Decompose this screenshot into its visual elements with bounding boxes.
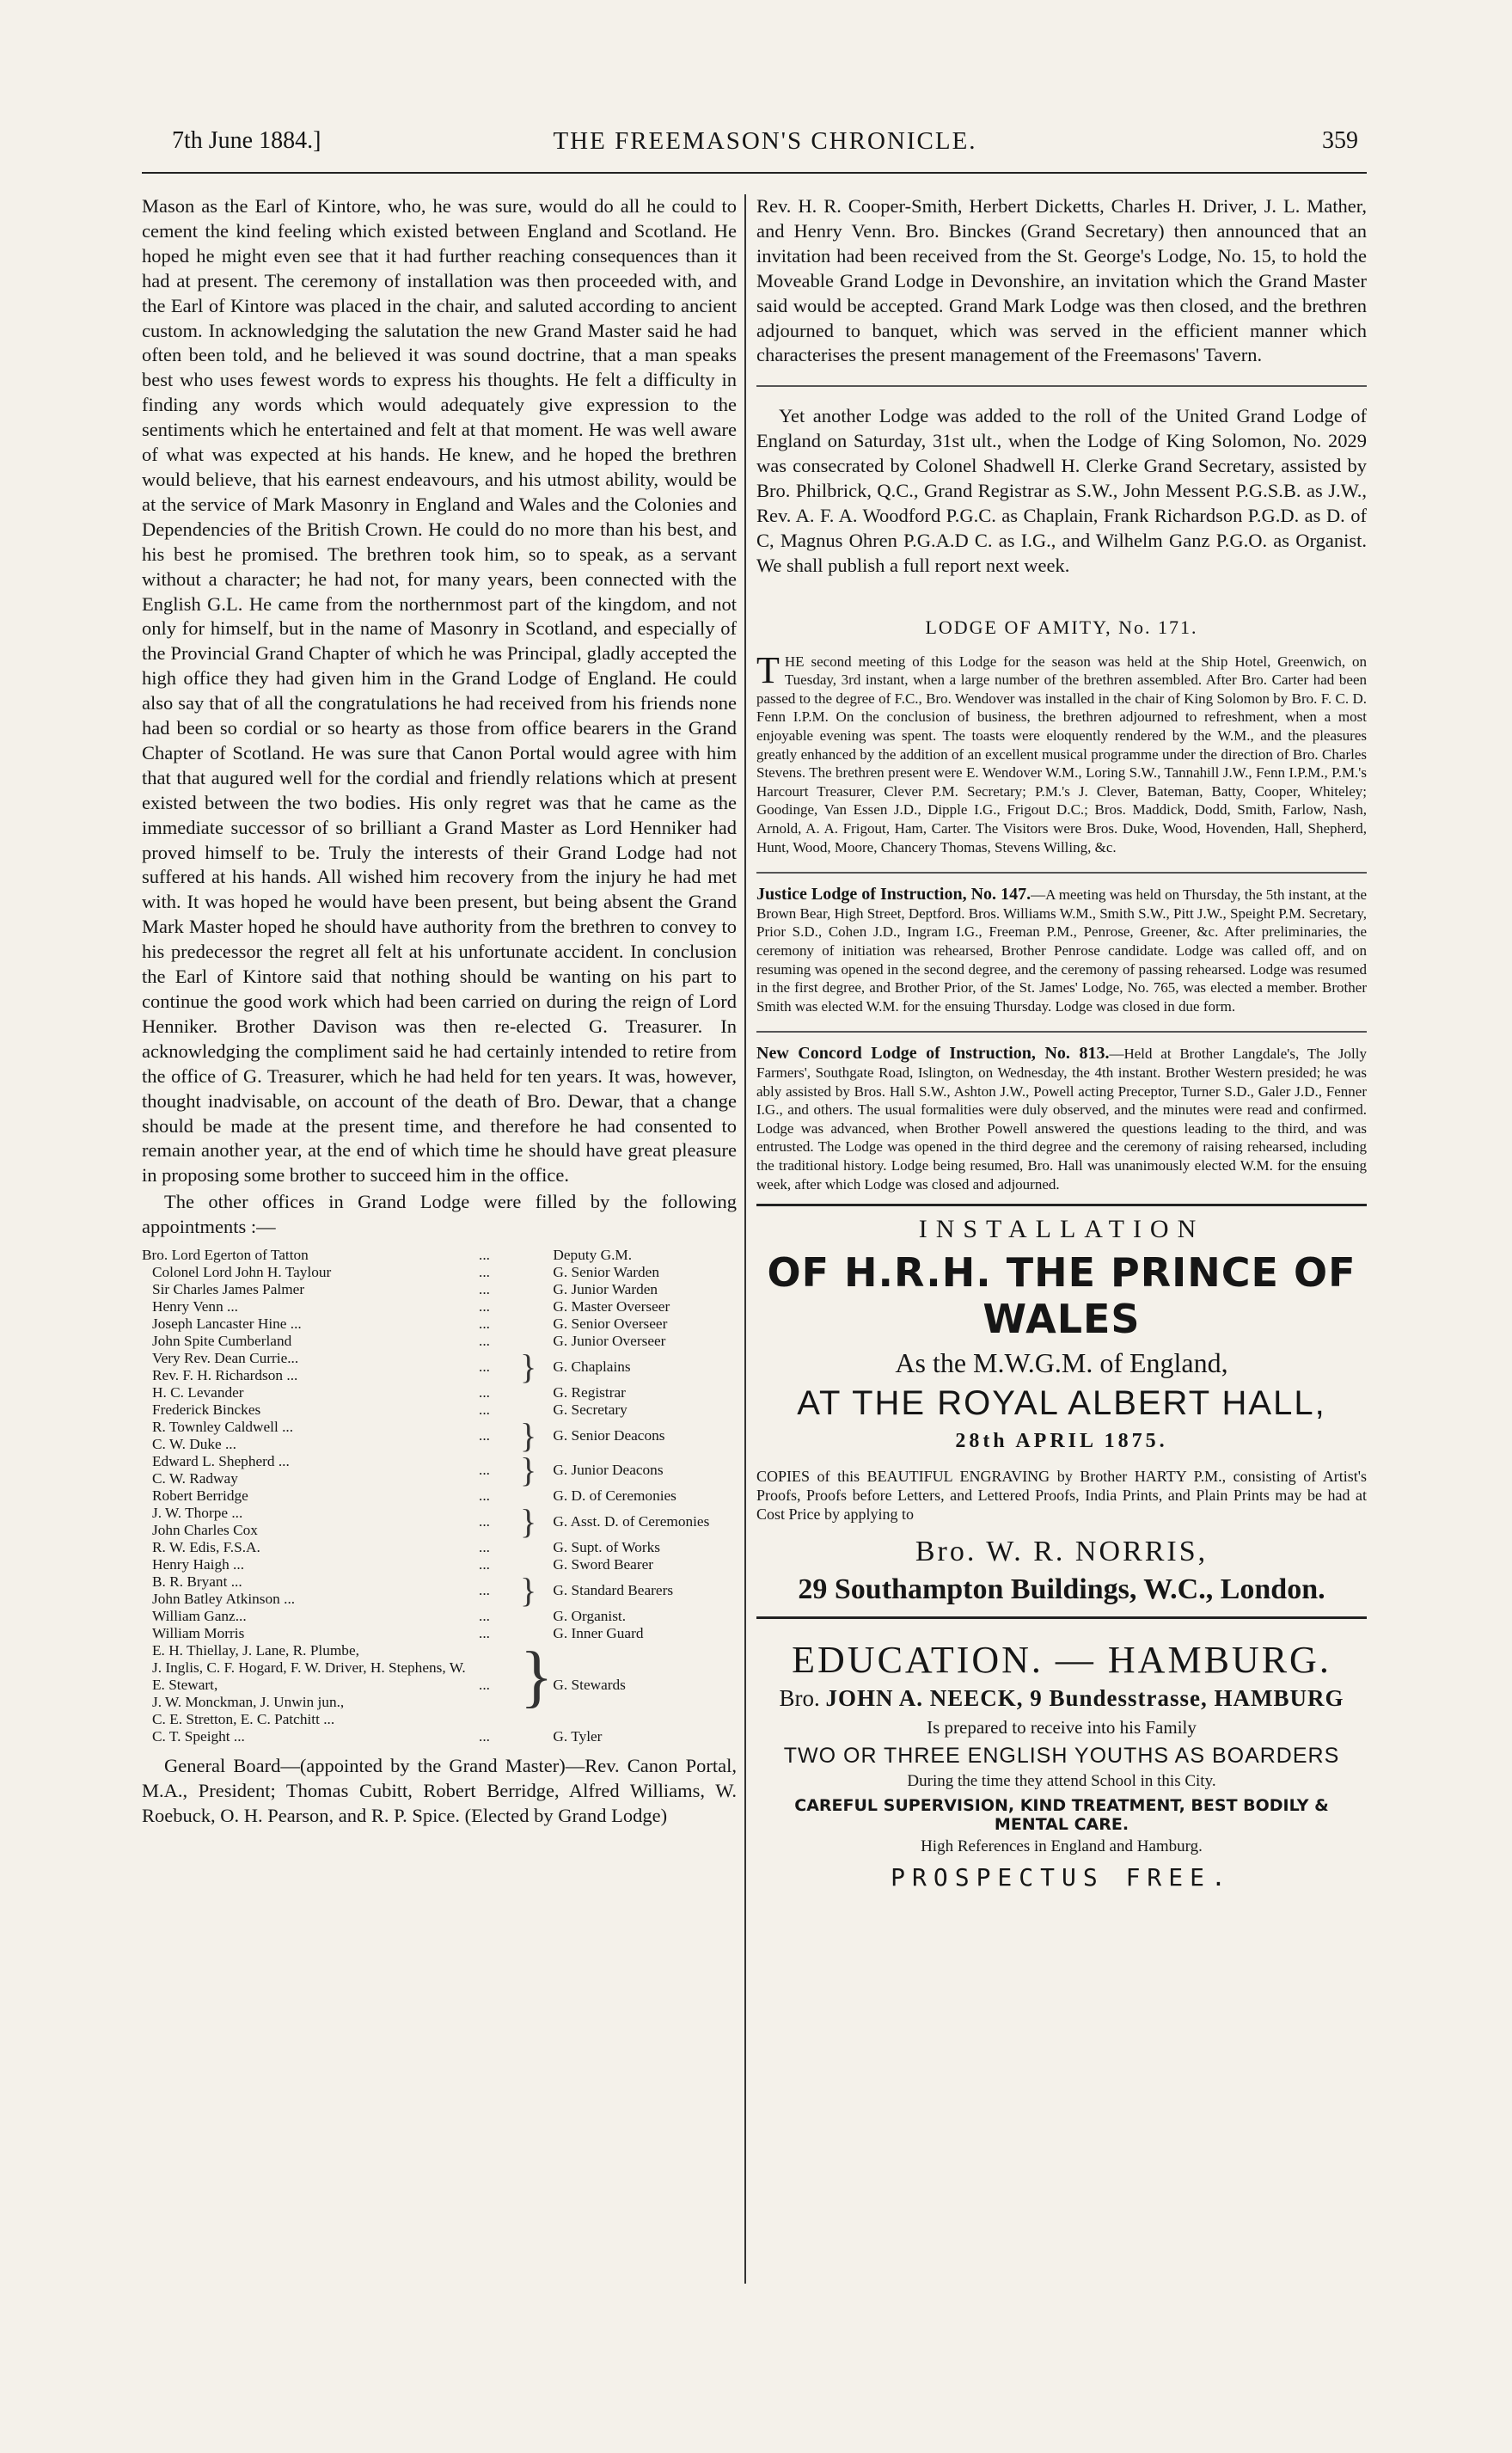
appointee-name: Colonel Lord John H. Taylour — [152, 1264, 332, 1281]
office-title: G. Tyler — [553, 1728, 603, 1745]
office-title: G. Junior Deacons — [553, 1462, 664, 1479]
group-brace: } — [520, 1416, 537, 1456]
new-concord-heading: New Concord Lodge of Instruction, No. 813. — [756, 1044, 1110, 1064]
appointee-name: Robert Berridge — [152, 1487, 248, 1505]
appointee-name: Joseph Lancaster Hine ... — [152, 1315, 302, 1333]
ad-during: During the time they attend School in this City. — [907, 1772, 1216, 1791]
appointee-names — [142, 1728, 479, 1745]
appointee-names — [142, 1625, 479, 1642]
appointment-row — [142, 1642, 737, 1728]
leader-dots: ... — [479, 1247, 490, 1264]
appointment-row — [142, 1350, 737, 1384]
appointment-row — [142, 1264, 737, 1281]
appointee-name: Henry Venn ... — [152, 1298, 238, 1315]
appointee-names — [142, 1539, 479, 1556]
appointee-names — [142, 1419, 479, 1453]
group-brace — [520, 1608, 553, 1625]
ad-mwgm: As the M.W.G.M. of England, — [895, 1347, 1228, 1379]
appointee-names — [142, 1350, 479, 1384]
separator — [756, 1204, 1367, 1206]
appointee-name: William Morris — [152, 1625, 245, 1642]
appointment-row — [142, 1539, 737, 1556]
amity-title: LODGE OF AMITY, No. 171. — [925, 616, 1198, 638]
appointee-name: R. W. Edis, F.S.A. — [152, 1539, 260, 1556]
drop-cap: T — [756, 648, 780, 691]
office-title: G. Master Overseer — [553, 1298, 670, 1315]
appointee-names — [142, 1642, 479, 1728]
group-brace — [520, 1247, 553, 1264]
ad-installation-heading: INSTALLATION — [918, 1215, 1205, 1244]
masthead-title: THE FREEMASON'S CHRONICLE. — [553, 127, 977, 155]
leader-dots: ... — [479, 1677, 490, 1694]
group-brace — [520, 1298, 553, 1315]
office-title: G. Junior Overseer — [553, 1333, 666, 1350]
appointee-names — [142, 1264, 479, 1281]
office-title: G. Senior Warden — [553, 1264, 659, 1281]
appointment-row — [142, 1298, 737, 1315]
appointment-row — [142, 1728, 737, 1745]
group-brace: } — [520, 1571, 537, 1610]
leader-dots: ... — [479, 1728, 490, 1745]
ad-youths: TWO OR THREE ENGLISH YOUTHS AS BOARDERS — [783, 1744, 1340, 1769]
group-brace — [520, 1264, 553, 1281]
ad-date: 28th APRIL 1875. — [955, 1430, 1168, 1453]
ad-royal-albert-hall: AT THE ROYAL ALBERT HALL, — [797, 1384, 1326, 1423]
ad-prospectus: PROSPECTUS FREE. — [891, 1863, 1233, 1892]
page-number: 359 — [1322, 127, 1358, 154]
office-title: G. Supt. of Works — [553, 1539, 660, 1556]
group-brace: } — [520, 1502, 537, 1542]
appointee-name: Bro. Lord Egerton of Tatton — [142, 1247, 309, 1264]
group-brace — [520, 1728, 553, 1745]
appointee-names — [142, 1401, 479, 1419]
separator — [756, 872, 1367, 874]
appointment-row — [142, 1333, 737, 1350]
group-brace — [520, 1384, 553, 1401]
appointee-names — [142, 1573, 479, 1608]
left-column — [142, 194, 737, 1829]
amity-text: HE second meeting of this Lodge for the season was held at the Ship Hotel, Greenwich, on Tuesday, 3rd instant, when a large number of the brethren assembled. After Bro. Carter had been passed to the degree of F.C., Bro. Wendover was installed in the chair of King Solomon by Bro. F. C. D. Fenn I.P.M. On the conclusion of business, the brethren adjourned to refreshment, when a most enjoyable evening was spent. The toasts were eloquently rendered by the W.M., and the pleasures greatly enhanced by the addition of an excellent musical programme under the direction of Bro. Charles Stevens. The brethren present were E. Wendover W.M., Loring S.W., Tannahill J.W., Fenn I.P.M., P.M.'s Harcourt Treasurer, Clever P.M. Secretary; P.M.'s J. Clever, Bateman, Batty, Cooper, Whiteley; Goodinge, Van Essen J.D., Dipple I.G., Frigout D.C.; Bros. Maddick, Dodd, Smith, Farlow, Nash, Arnold, A. A. Frigout, Ham, Carter. The Visitors were Bros. Duke, Wood, Hovenden, Hall, Shepherd, Hunt, Wood, Moore, Chancery Thomas, Stevens Willing, &c. — [756, 653, 1367, 855]
leader-dots: ... — [479, 1462, 490, 1479]
ad-norris: Bro. W. R. NORRIS, — [915, 1536, 1209, 1568]
office-title: G. Inner Guard — [553, 1625, 644, 1642]
ad-careful: CAREFUL SUPERVISION, KIND TREATMENT, BEST BODILY & MENTAL CARE. — [794, 1796, 1329, 1835]
appointee-names — [142, 1247, 479, 1264]
kintore-report: Mason as the Earl of Kintore, who, he was sure, would do all he could to cement the kind feeling which existed between England and Scotland. He hoped he might even see that it had further reaching consequences than it had at present. The ceremony of installation was then proceeded with, and the Earl of Kintore was placed in the chair, and saluted according to ancient custom. In acknowledging the salutation the new Grand Master said he had often been told, and he believed it was sound doctrine, that a man speaks best who uses fewest words to express his thoughts. He felt a difficulty in finding any words which would adequately give expression to the sentiments which he entertained and felt at that moment. He was well aware of what was expected at his hands. He knew, and he hoped the brethren would believe, that his earnest endeavours, and his utmost ability, would be at the service of Mark Masonry in England and Wales and the Colonies and Dependencies of the British Crown. He could do no more than his best, and his best he promised. The brethren took him, so to speak, as a servant without a character; he had not, for many years, been connected with the English G.L. He came from the northernmost part of the kingdom, and not only for himself, but in the name of Masonry in Scotland, and especially of the Provincial Grand Chapter of which he was Principal, gladly accepted the high office they had given him in the Grand Lodge of England. He could also say that of all the congratulations he had received from his friends none had been so cordial or so hearty as those from office bearers in the Grand Chapter of Scotland. He was sure that Canon Portal would agree with him that that augured well for the cordial and friendly relations which at present existed between the two bodies. His only regret was that he came as the immediate successor of so brilliant a Grand Master as Lord Henniker had proved himself to be. Truly the interests of their Grand Lodge had not suffered at his hands. All wished him recovery from the injury he had met with. It was hoped he would have been present, but being absent the Grand Mark Master hoped he should have authority from the brethren to convey to his predecessor the regret all felt at his unfortunate accident. In conclusion the Earl of Kintore said that nothing should be wanting on his part to continue the good work which had been carried on during the reign of Lord Henniker. Brother Davison was then re-elected G. Treasurer. In acknowledging the compliment said he had certainly intended to retire from the office of G. Treasurer, which he had held for ten years. It was, however, thought inadvisable, on account of the death of Bro. Dewar, that a change should be made at the present time, and therefore he had consented to remain another year, at the end of which time he should have great pleasure in proposing some brother to succeed him in the office. — [142, 195, 737, 1187]
appointment-row — [142, 1315, 737, 1333]
justice-lodge-report — [756, 886, 1367, 1015]
appointment-row — [142, 1556, 737, 1573]
appointee-names — [142, 1315, 479, 1333]
appointee-name: William Ganz... — [152, 1608, 247, 1625]
office-title: G. Organist. — [553, 1608, 627, 1625]
group-brace: } — [520, 1450, 537, 1490]
appointee-name: Sir Charles James Palmer — [152, 1281, 305, 1298]
appointee-names — [142, 1281, 479, 1298]
appointee-name: Frederick Binckes — [152, 1401, 261, 1419]
justice-lodge-heading: Justice Lodge of Instruction, No. 147. — [756, 885, 1031, 905]
justice-lodge-text: —A meeting was held on Thursday, the 5th instant, at the Brown Bear, High Street, Deptford. Bros. Williams W.M., Smith S.W., Pitt J.W., Speight P.M. Secretary, Prior S.D., Cohen J.D., Ingram I.G., Freeman P.M., Penrose, Greener, &c. After preliminaries, the ceremony of initiation was rehearsed, Brother Penrose candidate. Lodge was called off, and on resuming was opened in the second degree, and the ceremony of passing rehearsed. Lodge was resumed in the first degree, and Brother Prior, of the St. James' Lodge, No. 765, was elected a member. Brother Smith was elected W.M. for the ensuing Thursday. Lodge was closed in due form. — [756, 886, 1367, 1015]
appointee-name: Rev. F. H. Richardson ... — [152, 1367, 298, 1384]
leader-dots: ... — [479, 1298, 490, 1315]
ad-rule — [756, 1616, 1367, 1619]
group-brace — [520, 1281, 553, 1298]
appointment-row — [142, 1401, 737, 1419]
ad-education-heading: EDUCATION. — HAMBURG. — [792, 1639, 1331, 1682]
office-title: G. Asst. D. of Ceremonies — [553, 1513, 710, 1530]
installation-advertisement — [756, 1215, 1367, 1892]
leader-dots: ... — [479, 1608, 490, 1625]
office-title: G. Registrar — [553, 1384, 626, 1401]
office-title: G. Chaplains — [553, 1358, 631, 1376]
ad-address: 29 Southampton Buildings, W.C., London. — [798, 1573, 1325, 1606]
leader-dots: ... — [479, 1281, 490, 1298]
leader-dots: ... — [479, 1315, 490, 1333]
ad-prepared: Is prepared to receive into his Family — [927, 1717, 1197, 1739]
appointee-name: B. R. Bryant ... — [152, 1573, 242, 1591]
leader-dots: ... — [479, 1358, 490, 1376]
ad-references: High References in England and Hamburg. — [921, 1837, 1203, 1856]
appointment-row — [142, 1625, 737, 1642]
office-title: G. Sword Bearer — [553, 1556, 654, 1573]
group-brace — [520, 1315, 553, 1333]
appointee-name: H. C. Levander — [152, 1384, 244, 1401]
appointee-name: C. W. Radway — [152, 1470, 238, 1487]
leader-dots: ... — [479, 1401, 490, 1419]
office-title: G. Stewards — [553, 1677, 626, 1694]
appointee-names — [142, 1505, 479, 1539]
appointee-name: C. T. Speight ... — [152, 1728, 245, 1745]
appointee-name: E. H. Thiellay, J. Lane, R. Plumbe, — [152, 1642, 359, 1659]
page-header — [172, 127, 1358, 162]
appointee-names — [142, 1453, 479, 1487]
appointee-name: C. W. Duke ... — [152, 1436, 236, 1453]
ad-neeck-name: JOHN A. NEECK, 9 Bundesstrasse, HAMBURG — [825, 1685, 1344, 1712]
office-title: G. Standard Bearers — [553, 1582, 674, 1599]
right-column — [756, 194, 1367, 1892]
new-concord-text: —Held at Brother Langdale's, The Jolly Farmers', Southgate Road, Islington, on Wednesday, the 4th instant. Brother Western presided; he was ably assisted by Bros. Hall S.W., Ashton J.W., Powell acting Preceptor, Turner S.D., Galer J.D., Fenner I.G., and others. The usual formalities were duly observed, and the minutes were read and confirmed. Lodge was advanced, when Brother Powell answered the questions leading to the third, and was entrusted. The Lodge was opened in the third degree and the ceremony of raising rehearsed, including the traditional history. Lodge being resumed, Bro. Hall was unanimously elected W.M. for the ensuing week, after which Lodge was closed and adjourned. — [756, 1046, 1367, 1193]
amity-report — [756, 648, 1367, 857]
grand-lodge-close: Rev. H. R. Cooper-Smith, Herbert Dicketts, Charles H. Driver, J. L. Mather, and Henry Venn. Bro. Binckes (Grand Secretary) then announced that an invitation had been received from the St. George's Lodge, No. 15, to hold the Moveable Grand Lodge in Devonshire, an invitation which the Grand Master said would be accepted. Grand Mark Lodge was then closed, and the brethren adjourned to banquet, which was served in the efficient manner which characterises the present management of the Freemasons' Tavern. — [756, 195, 1367, 366]
appointment-row — [142, 1453, 737, 1487]
appointee-names — [142, 1384, 479, 1401]
office-title: G. D. of Ceremonies — [553, 1487, 676, 1505]
appointee-names — [142, 1487, 479, 1505]
appointee-name: J. W. Monckman, J. Unwin jun., — [152, 1694, 345, 1711]
leader-dots: ... — [479, 1625, 490, 1642]
appointment-row — [142, 1487, 737, 1505]
appointment-row — [142, 1247, 737, 1264]
appointment-row — [142, 1384, 737, 1401]
group-brace — [520, 1539, 553, 1556]
appointee-name: C. E. Stretton, E. C. Patchitt ... — [152, 1711, 335, 1728]
new-concord-report — [756, 1045, 1367, 1193]
leader-dots: ... — [479, 1427, 490, 1444]
column-divider — [744, 194, 746, 2284]
appointee-name: R. Townley Caldwell ... — [152, 1419, 294, 1436]
separator — [756, 1031, 1367, 1033]
appointee-names — [142, 1556, 479, 1573]
appointee-name: John Charles Cox — [152, 1522, 258, 1539]
appointee-name: Henry Haigh ... — [152, 1556, 245, 1573]
general-board: General Board—(appointed by the Grand Master)—Rev. Canon Portal, M.A., President; Thomas Cubitt, Robert Berridge, Alfred Williams, W. Roebuck, O. H. Pearson, and R. P. Spice. (Elected by Grand Lodge) — [142, 1755, 737, 1826]
office-title: G. Senior Deacons — [553, 1427, 665, 1444]
ad-neeck-prefix: Bro. — [779, 1685, 826, 1712]
appointee-name: Edward L. Shepherd ... — [152, 1453, 290, 1470]
ad-copies-text: COPIES of this BEAUTIFUL ENGRAVING by Brother HARTY P.M., consisting of Artist's Proofs, Proofs before Letters, and Lettered Proofs, India Prints, and Plain Prints may be had at Cost Price by applying to — [756, 1468, 1367, 1524]
appointee-names — [142, 1333, 479, 1350]
header-rule — [142, 172, 1367, 174]
leader-dots: ... — [479, 1582, 490, 1599]
issue-date: 7th June 1884.] — [172, 127, 321, 154]
group-brace: } — [520, 1639, 554, 1715]
appointment-row — [142, 1419, 737, 1453]
leader-dots: ... — [479, 1513, 490, 1530]
separator — [756, 385, 1367, 387]
ad-neeck — [756, 1685, 1367, 1712]
leader-dots: ... — [479, 1264, 490, 1281]
appointee-name: John Batley Atkinson ... — [152, 1591, 296, 1608]
appointee-name: John Spite Cumberland — [152, 1333, 292, 1350]
appointee-name: J. Inglis, C. F. Hogard, F. W. Driver, H. Stephens, W. E. Stewart, — [152, 1659, 466, 1694]
leader-dots: ... — [479, 1487, 490, 1505]
appointment-row — [142, 1573, 737, 1608]
leader-dots: ... — [479, 1333, 490, 1350]
appointments-table — [142, 1247, 737, 1745]
office-title: Deputy G.M. — [553, 1247, 633, 1264]
office-title: G. Secretary — [553, 1401, 627, 1419]
appointee-name: Very Rev. Dean Currie... — [152, 1350, 299, 1367]
group-brace: } — [520, 1347, 537, 1387]
appointee-name: J. W. Thorpe ... — [152, 1505, 243, 1522]
appointment-row — [142, 1608, 737, 1625]
leader-dots: ... — [479, 1539, 490, 1556]
appointment-row — [142, 1281, 737, 1298]
ad-prince-of-wales: OF H.R.H. THE PRINCE OF WALES — [767, 1249, 1356, 1343]
king-solomon-consecration: Yet another Lodge was added to the roll of the United Grand Lodge of England on Saturday, 31st ult., when the Lodge of King Solomon, No. 2029 was consecrated by Colonel Shadwell H. Clerke Grand Secretary, assisted by Bro. Philbrick, Q.C., Grand Registrar as S.W., John Messent P.G.S.B. as J.W., Rev. A. F. A. Woodford P.G.C. as Chaplain, Frank Richardson P.G.D. as D. of C, Magnus Ohren P.G.A.D C. as I.G., and Wilhelm Ganz P.G.O. as Organist. We shall publish a full report next week. — [756, 405, 1367, 576]
appointee-names — [142, 1298, 479, 1315]
appointee-names — [142, 1608, 479, 1625]
office-title: G. Junior Warden — [553, 1281, 658, 1298]
leader-dots: ... — [479, 1556, 490, 1573]
leader-dots: ... — [479, 1384, 490, 1401]
appointments-intro: The other offices in Grand Lodge were filled by the following appointments :— — [142, 1191, 737, 1238]
appointment-row — [142, 1505, 737, 1539]
office-title: G. Senior Overseer — [553, 1315, 668, 1333]
